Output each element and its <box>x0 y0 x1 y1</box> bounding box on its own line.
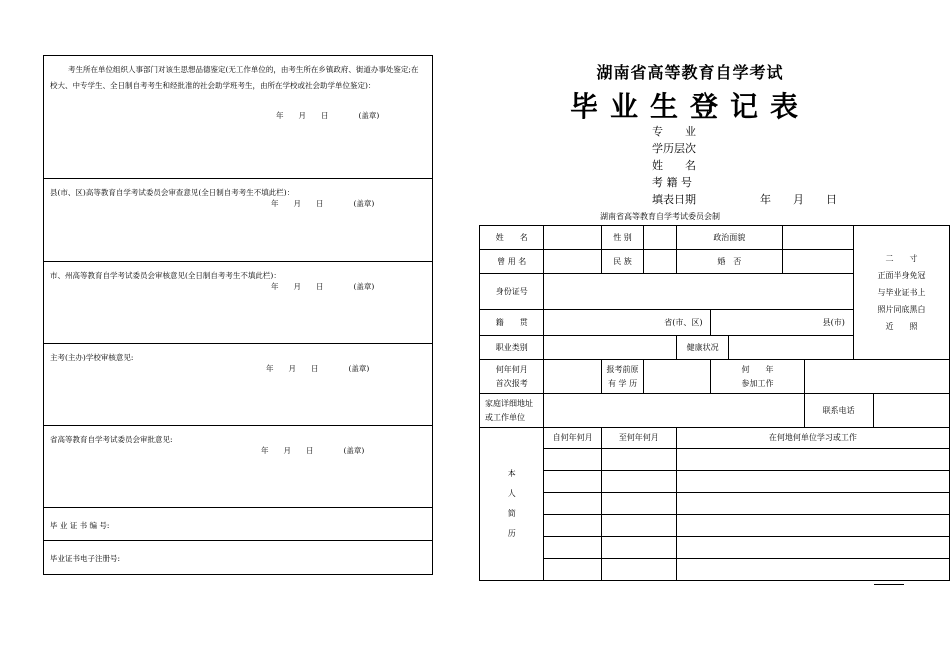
unit-appraisal-text: 考生所在单位组织人事部门对该生思想品德鉴定(无工作单位的，由考生所在乡镇政府、街道办事处鉴定;在校大、中专学生、全日制自考考生和经批准的社会助学班考生，由所在学校或社会助学单位鉴定)： <box>50 65 419 90</box>
photo-note-2: 与毕业证书上 <box>877 288 926 297</box>
school-review-section <box>44 344 432 426</box>
county-field[interactable]: 县(市) <box>711 310 853 336</box>
resume-to-value[interactable] <box>601 537 676 559</box>
approval-form <box>43 55 433 575</box>
e-registration-section <box>44 541 432 576</box>
resume-to-value[interactable] <box>601 471 676 493</box>
resume-char-4: 历 <box>507 529 516 538</box>
certificate-number-label: 毕 业 证 书 编 号: <box>50 521 110 530</box>
resume-where-value[interactable] <box>676 559 949 581</box>
health-value[interactable] <box>729 336 854 360</box>
resume-char-1: 本 <box>507 469 516 478</box>
first-exam-value[interactable] <box>544 360 601 394</box>
phone-cell: 联系电话 <box>804 394 873 428</box>
marital-cell: 婚 否 <box>676 250 782 274</box>
resume-char-3: 简 <box>507 509 516 518</box>
ethnic-cell: 民 族 <box>601 250 644 274</box>
major-label: 专 业 <box>652 125 696 138</box>
ethnic-value[interactable] <box>644 250 677 274</box>
photo-note-4: 近 照 <box>885 322 918 331</box>
prior-edu-line2: 有 学 历 <box>607 378 638 388</box>
county-review-section <box>44 179 432 262</box>
resume-where-value[interactable] <box>676 515 949 537</box>
work-year-line2: 参加工作 <box>741 378 774 388</box>
id-number-value[interactable] <box>544 274 853 310</box>
county-review-text: 县(市、区)高等教育自学考试委员会审查意见(全日制自考考生不填此栏)： <box>50 188 295 197</box>
occupation-cell: 职业类别 <box>480 336 544 360</box>
fill-date-ymd: 年 月 日 <box>760 193 837 206</box>
occupation-value[interactable] <box>544 336 676 360</box>
gender-cell: 性 别 <box>601 226 644 250</box>
resume-to-value[interactable] <box>601 493 676 515</box>
city-review-text: 市、州高等教育自学考试委员会审核意见(全日制自考考生不填此栏)： <box>50 271 281 280</box>
address-line2: 或工作单位 <box>485 412 525 422</box>
gender-value[interactable] <box>644 226 677 250</box>
school-review-text: 主考(主办)学校审核意见: <box>50 353 134 362</box>
city-review-date: 年 月 日 (盖章) <box>271 282 375 291</box>
political-cell: 政治面貌 <box>676 226 782 250</box>
unit-appraisal-section <box>44 56 432 179</box>
resume-where-value[interactable] <box>676 471 949 493</box>
resume-where-header: 在何地何单位学习或工作 <box>676 428 949 449</box>
photo-note-1: 正面半身免冠 <box>877 271 926 280</box>
resume-from-value[interactable] <box>544 515 601 537</box>
table-bottom-rule <box>874 584 904 585</box>
level-label: 学历层次 <box>652 142 696 155</box>
resume-to-value[interactable] <box>601 515 676 537</box>
form-title: 毕业生登记表 <box>569 90 810 123</box>
id-number-cell: 身份证号 <box>480 274 544 310</box>
work-year-value[interactable] <box>804 360 949 394</box>
work-year-line1: 何 年 <box>741 364 774 374</box>
province-approval-text: 省高等教育自学考试委员会审批意见: <box>50 435 173 444</box>
political-value[interactable] <box>782 226 853 250</box>
exam-authority-title: 湖南省高等教育自学考试 <box>596 63 784 82</box>
work-year-cell <box>711 360 804 394</box>
first-exam-cell <box>480 360 544 394</box>
address-cell <box>480 394 544 428</box>
resume-where-value[interactable] <box>676 493 949 515</box>
first-exam-line2: 首次报考 <box>495 378 528 388</box>
phone-value[interactable] <box>873 394 949 428</box>
former-name-value[interactable] <box>544 250 601 274</box>
resume-from-value[interactable] <box>544 449 601 471</box>
former-name-cell: 曾 用 名 <box>480 250 544 274</box>
native-place-cell: 籍 贯 <box>480 310 544 336</box>
province-field[interactable]: 省(市、区) <box>544 310 711 336</box>
unit-appraisal-date: 年 月 日 (盖章) <box>276 111 380 120</box>
name-label: 姓 名 <box>652 159 696 172</box>
resume-to-value[interactable] <box>601 559 676 581</box>
province-approval-date: 年 月 日 (盖章) <box>261 446 365 455</box>
address-value[interactable] <box>544 394 804 428</box>
health-cell: 健康状况 <box>676 336 728 360</box>
photo-note-3: 照片同底黑白 <box>877 305 926 314</box>
photo-size: 二 寸 <box>885 254 918 263</box>
school-review-date: 年 月 日 (盖章) <box>266 364 370 373</box>
prior-edu-value[interactable] <box>644 360 711 394</box>
resume-from-header: 自何年何月 <box>544 428 601 449</box>
resume-where-value[interactable] <box>676 449 949 471</box>
resume-char-2: 人 <box>507 489 516 498</box>
city-review-section <box>44 262 432 344</box>
county-review-date: 年 月 日 (盖章) <box>271 199 375 208</box>
certificate-number-section <box>44 508 432 541</box>
resume-from-value[interactable] <box>544 471 601 493</box>
registration-table <box>479 225 950 581</box>
province-approval-section <box>44 426 432 508</box>
resume-cell <box>480 428 544 581</box>
e-registration-label: 毕业证书电子注册号: <box>50 554 121 563</box>
resume-to-header: 至何年何月 <box>601 428 676 449</box>
photo-box <box>853 226 949 360</box>
marital-value[interactable] <box>782 250 853 274</box>
exam-number-label: 考 籍 号 <box>652 176 692 189</box>
fill-date-label: 填表日期 <box>652 193 696 206</box>
address-line1: 家庭详细地址 <box>485 398 533 408</box>
resume-from-value[interactable] <box>544 537 601 559</box>
name-value[interactable] <box>544 226 601 250</box>
prior-edu-line1: 报考前原 <box>606 364 639 374</box>
issuer-note: 湖南省高等教育自学考试委员会制 <box>600 212 720 221</box>
name-cell: 姓 名 <box>480 226 544 250</box>
prior-edu-cell <box>601 360 644 394</box>
resume-where-value[interactable] <box>676 537 949 559</box>
resume-from-value[interactable] <box>544 493 601 515</box>
first-exam-line1: 何年何月 <box>495 364 528 374</box>
resume-to-value[interactable] <box>601 449 676 471</box>
resume-from-value[interactable] <box>544 559 601 581</box>
